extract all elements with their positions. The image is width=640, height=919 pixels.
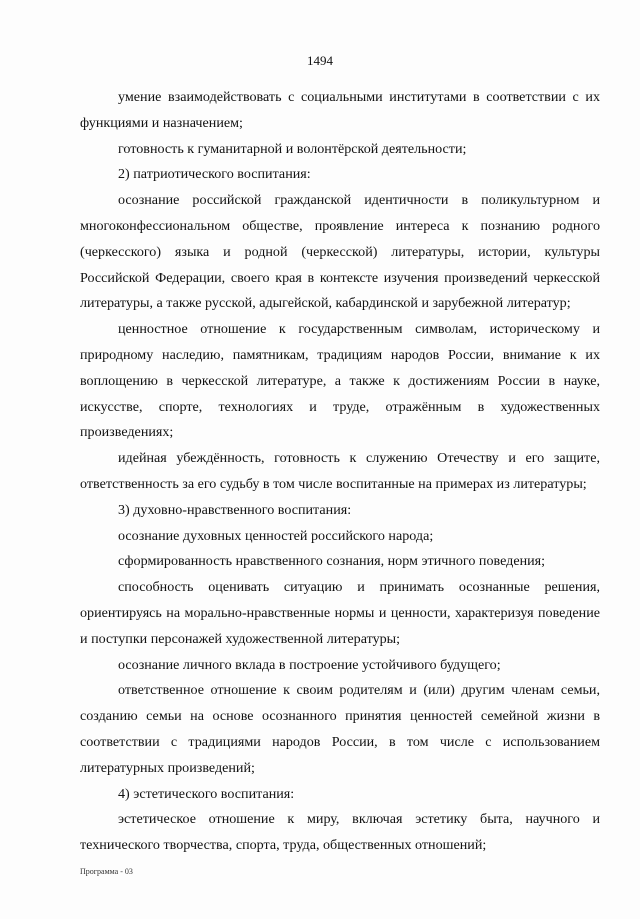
paragraph: способность оценивать ситуацию и принимать осознанные решения, ориентируясь на морально-нравственные нормы и ценности, характеризуя поведение и поступки персонажей художественной литературы; (80, 579, 600, 647)
section-heading: 2) патриотического воспитания: (118, 166, 311, 183)
document-body (80, 85, 600, 859)
paragraph: готовность к гуманитарной и волонтёрской деятельности; (118, 140, 467, 157)
paragraph: эстетическое отношение к миру, включая эстетику быта, научного и технического творчества, спорта, труда, общественных отношений; (80, 811, 600, 854)
section-heading: 3) духовно-нравственного воспитания: (118, 501, 352, 518)
paragraph: ответственное отношение к своим родителям и (или) другим членам семьи, созданию семьи на основе осознанного принятия ценностей семейной жизни в соответствии с традициями народов России, в том числе с использованием литературных произведений; (80, 682, 600, 776)
paragraph: осознание личного вклада в построение устойчивого будущего; (118, 656, 501, 673)
paragraph: умение взаимодействовать с социальными институтами в соответствии с их функциями и назначением; (80, 89, 600, 131)
section-heading: 4) эстетического воспитания: (118, 785, 295, 802)
paragraph: осознание российской гражданской идентичности в поликультурном и многоконфессиональном обществе, проявление интереса к познанию родного (черкесского) языка и родной (черкесской) литературы, истории, культуры Российской Федерации, своего края в контексте изучения произведений черкесской литературы, а также русской, адыгейской, кабардинской и зарубежной литератур; (80, 192, 600, 312)
paragraph: идейная убеждённость, готовность к служению Отечеству и его защите, ответственность за его судьбу в том числе воспитанные на примерах из литературы; (80, 450, 600, 492)
paragraph: сформированность нравственного сознания, норм этичного поведения; (118, 553, 546, 570)
paragraph: ценностное отношение к государственным символам, историческому и природному наследию, памятникам, традициям народов России, внимание к их воплощению в черкесской литературе, а также к достижениям России в науке, искусстве, спорте, технологиях и труде, отражённым в художественных произведениях; (80, 321, 600, 441)
page-number: 1494 (307, 53, 333, 68)
paragraph: осознание духовных ценностей российского народа; (118, 527, 434, 544)
footer-label: Программа - 03 (80, 867, 133, 876)
